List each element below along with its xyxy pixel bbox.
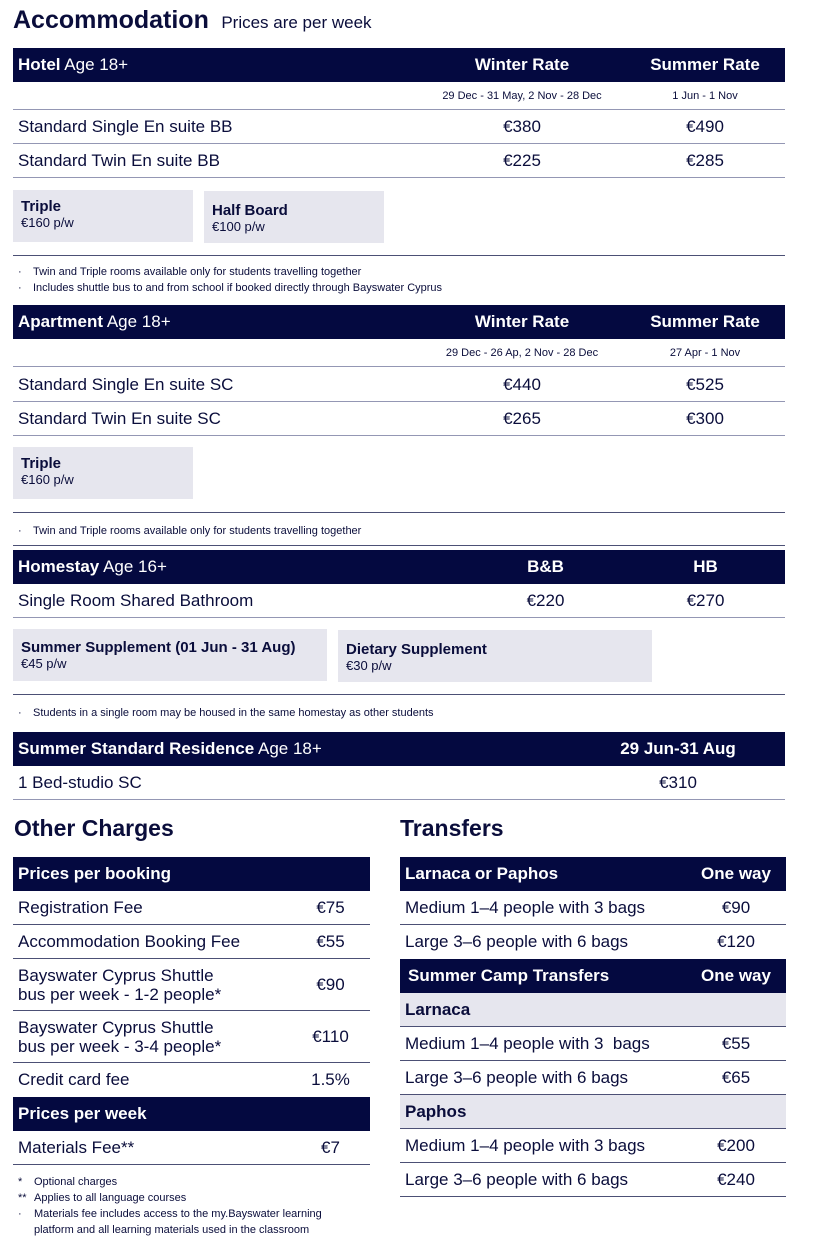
residence-row [13,766,785,800]
apartment-dates-summer: 27 Apr - 1 Nov [669,347,741,359]
extra-price: €30 p/w [346,658,392,673]
transfer-row [400,891,786,925]
transfer-price: €120 [717,932,755,951]
summer-price: €490 [686,117,724,136]
charge-label: Accommodation Booking Fee [18,932,241,951]
footnote: ** Applies to all language courses [18,1192,187,1204]
homestay-note: · Students in a single room may be housed in the same homestay as other students [18,707,434,719]
hb-price: €270 [686,591,725,610]
hotel-dates-winter: 29 Dec - 31 May, 2 Nov - 28 Dec [442,90,602,102]
prices-per-week-header: Prices per week [13,1097,370,1131]
footnote: · Materials fee includes access to the my.Bayswater learning [18,1208,322,1220]
homestay-header [13,550,785,584]
residence-col-dates: 29 Jun-31 Aug [620,739,736,758]
transfer-group-paphos: Paphos [400,1095,786,1129]
transfer-price: €200 [717,1136,755,1155]
charge-label: Registration Fee [18,898,143,917]
residence-age: Age 18+ [258,739,322,758]
homestay-extra-summer-supplement [13,629,327,681]
extra-price: €160 p/w [21,472,74,487]
transfer-price: €65 [721,1068,751,1087]
charge-row [13,959,370,1011]
other-charges-title: Other Charges [14,815,174,841]
hotel-extra-half-board [204,191,384,243]
charge-price: €75 [316,898,345,917]
charge-price: €110 [312,1027,349,1046]
hotel-row [13,110,785,144]
transfer-price: €90 [721,898,751,917]
charge-price: €90 [316,975,345,994]
room-label: Standard Single En suite SC [18,375,234,394]
winter-price: €225 [503,151,541,170]
hotel-extra-triple [13,190,193,242]
charge-row [13,1131,370,1165]
room-label: 1 Bed-studio SC [18,773,142,792]
transfer-price: €55 [721,1034,751,1053]
transfers-title: Transfers [400,815,504,841]
homestay-extra-dietary-supplement [338,630,652,682]
charge-label: Materials Fee** [18,1138,135,1157]
page-title-group [13,6,372,35]
summer-price: €285 [686,151,724,170]
room-label: Standard Twin En suite BB [18,151,220,170]
extra-title: Dietary Supplement [346,641,487,658]
transfer-label: Large 3–6 people with 6 bags [405,932,629,951]
apartment-dates-winter: 29 Dec - 26 Ap, 2 Nov - 28 Dec [445,347,599,359]
extra-price: €45 p/w [21,656,67,671]
transfer-row [400,1129,786,1163]
charge-price: €7 [321,1138,340,1157]
hotel-col-winter: Winter Rate [474,55,570,74]
charge-label: Credit card fee [18,1070,130,1089]
summer-camp-transfers-header: Summer Camp Transfers One way [400,959,786,993]
apartment-col-winter: Winter Rate [474,312,570,331]
homestay-name: Homestay [18,557,100,576]
divider [13,545,785,546]
apartment-header [13,305,785,339]
extra-title: Half Board [212,202,288,219]
divider [13,255,785,256]
transfer-row [400,925,786,959]
apartment-dates-row [13,340,785,367]
transfer-group-larnaca: Larnaca [400,993,786,1027]
extra-title: Triple [21,198,62,215]
hotel-dates-row [13,83,785,110]
apartment-col-summer: Summer Rate [650,312,760,331]
extra-price: €100 p/w [212,219,265,234]
homestay-age: Age 16+ [103,557,167,576]
hotel-header [13,48,785,82]
charge-price: 1.5% [311,1070,350,1089]
winter-price: €440 [503,375,541,394]
prices-per-booking-header: Prices per booking [13,857,370,891]
hotel-name: Hotel [18,55,61,74]
hotel-row [13,144,785,178]
transfer-row [400,1027,786,1061]
room-label: Single Room Shared Bathroom [18,591,254,610]
transfer-price: €240 [717,1170,755,1189]
divider [13,694,785,695]
transfer-label: Medium 1–4 people with 3 bags [405,898,646,917]
charge-row [13,925,370,959]
apartment-note: · Twin and Triple rooms available only for students travelling together [18,525,362,537]
footnote: platform and all learning materials used in the classroom [34,1224,310,1236]
charge-row [13,1063,370,1097]
homestay-row [13,584,785,618]
transfer-label: Medium 1–4 people with 3 bags [405,1034,650,1053]
homestay-col-bb: B&B [527,557,564,576]
transfers-header: Larnaca or Paphos One way [400,857,786,891]
room-label: Standard Single En suite BB [18,117,233,136]
residence-price: €310 [659,773,697,792]
transfer-label: Large 3–6 people with 6 bags [405,1068,629,1087]
footnote: * Optional charges [18,1176,118,1188]
charge-row [13,891,370,925]
transfer-label: Large 3–6 people with 6 bags [405,1170,629,1189]
apartment-row [13,402,785,436]
extra-title: Summer Supplement (01 Jun - 31 Aug) [21,639,296,656]
apartment-name: Apartment [18,312,104,331]
charge-price: €55 [316,932,345,951]
extra-title: Triple [21,455,62,472]
hotel-note: · Twin and Triple rooms available only for students travelling together [18,266,362,278]
divider [13,512,785,513]
charge-row [13,1011,370,1063]
transfer-label: Medium 1–4 people with 3 bags [405,1136,646,1155]
summer-price: €300 [686,409,724,428]
bb-price: €220 [526,591,565,610]
winter-price: €265 [503,409,541,428]
transfer-row [400,1163,786,1197]
summer-price: €525 [686,375,724,394]
hotel-note: · Includes shuttle bus to and from school if booked directly through Bayswater Cyprus [18,282,443,294]
room-label: Standard Twin En suite SC [18,409,221,428]
transfer-row [400,1061,786,1095]
apartment-row [13,368,785,402]
winter-price: €380 [503,117,541,136]
apartment-extra-triple [13,447,193,499]
page-subtitle: Prices are per week [221,13,372,32]
page-title: Accommodation [13,6,209,34]
homestay-col-hb: HB [693,557,718,576]
residence-header [13,732,785,766]
hotel-col-summer: Summer Rate [650,55,760,74]
charge-label: Bayswater Cyprus Shuttle bus per week - 3-4 people* [18,1018,222,1056]
residence-name: Summer Standard Residence [18,739,255,758]
extra-price: €160 p/w [21,215,74,230]
charge-label: Bayswater Cyprus Shuttle bus per week - 1-2 people* [18,966,222,1004]
hotel-age: Age 18+ [64,55,129,74]
apartment-age: Age 18+ [106,312,171,331]
hotel-dates-summer: 1 Jun - 1 Nov [672,90,738,102]
